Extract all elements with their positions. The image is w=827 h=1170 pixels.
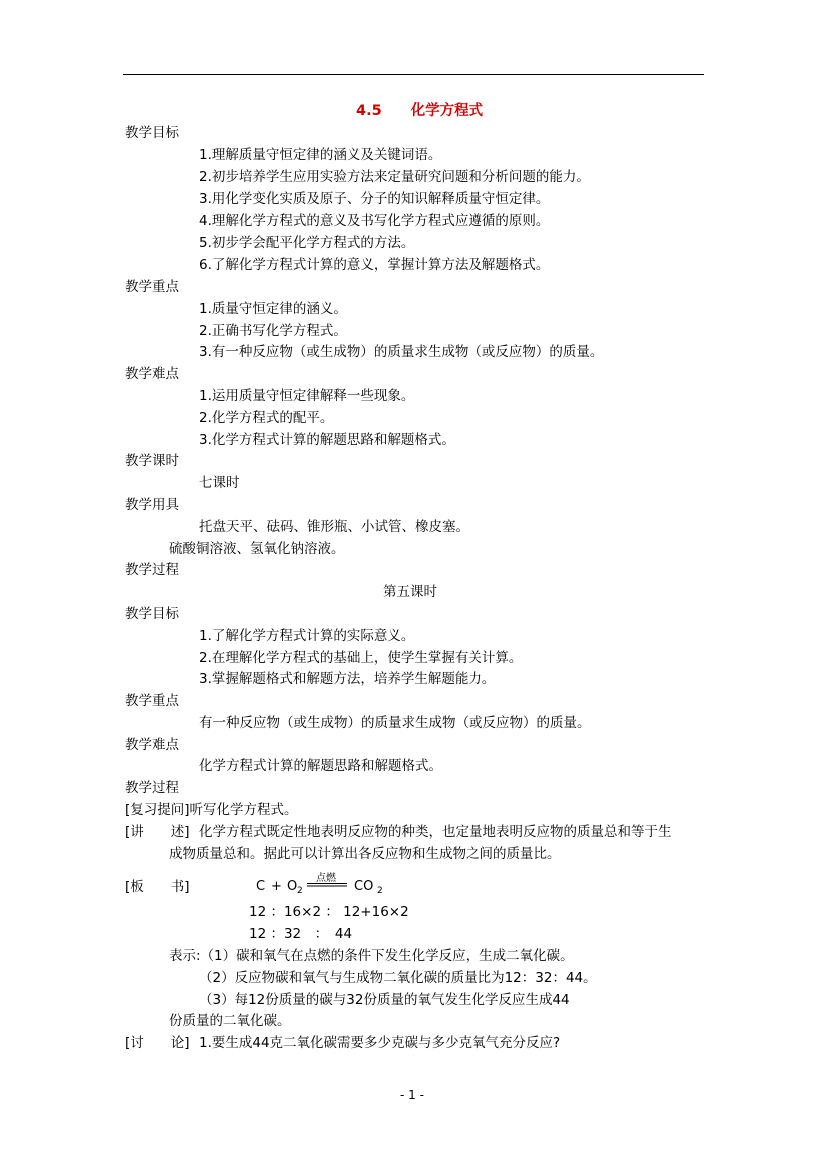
- key-point-item: 3.有一种反应物（或生成物）的质量求生成物（或反应物）的质量。: [199, 344, 604, 360]
- objective-item: 3.掌握解题格式和解题方法，培养学生解题能力。: [199, 671, 496, 687]
- difficulty-item: 1.运用质量守恒定律解释一些现象。: [199, 388, 415, 404]
- heading-materials: 教学用具: [125, 497, 179, 513]
- equation-plus: +: [271, 879, 282, 894]
- objective-item: 1.了解化学方程式计算的实际意义。: [199, 628, 415, 644]
- difficulty-item: 2.化学方程式的配平。: [199, 410, 334, 426]
- equation-oxygen: O: [287, 879, 298, 894]
- lecture-line: 成物质量总和。据此可以计算出各反应物和生成物之间的质量比。: [169, 846, 561, 862]
- materials-line: 硫酸铜溶液、氢氧化钠溶液。: [169, 541, 345, 557]
- meaning-line: （2）反应物碳和氧气与生成物二氧化碳的质量比为12：32：44。: [199, 970, 597, 986]
- materials-line: 托盘天平、砝码、锥形瓶、小试管、橡皮塞。: [199, 519, 469, 535]
- objective-item: 2.初步培养学生应用实验方法来定量研究问题和分析问题的能力。: [199, 169, 590, 185]
- lecture-line: 化学方程式既定性地表明反应物的种类，也定量地表明反应物的质量总和等于生: [199, 824, 672, 840]
- lecture-tag: [讲 述]: [125, 824, 190, 840]
- key-point-item: 2.正确书写化学方程式。: [199, 323, 347, 339]
- objective-item: 4.理解化学方程式的意义及书写化学方程式应遵循的原则。: [199, 213, 550, 229]
- heading-process: 教学过程: [125, 562, 179, 578]
- heading-key-points-2: 教学重点: [125, 693, 179, 709]
- heading-objectives: 教学目标: [125, 125, 179, 141]
- heading-difficulties-2: 教学难点: [125, 737, 179, 753]
- header-rule: [123, 74, 704, 75]
- board-tag: [板 书]: [125, 879, 190, 895]
- class-hours-text: 七课时: [199, 475, 240, 491]
- review-line: [复习提问]听写化学方程式。: [125, 802, 298, 818]
- page-title: 4.5 化学方程式: [356, 103, 484, 119]
- objective-item: 2.在理解化学方程式的基础上，使学生掌握有关计算。: [199, 650, 523, 666]
- difficulty-text: 化学方程式计算的解题思路和解题格式。: [199, 758, 442, 774]
- mass-ratio-row: 12 ：32 ： 44: [249, 926, 353, 942]
- objective-item: 5.初步学会配平化学方程式的方法。: [199, 235, 415, 251]
- difficulty-item: 3.化学方程式计算的解题思路和解题格式。: [199, 432, 455, 448]
- meaning-line: 表示:（1）碳和氧气在点燃的条件下发生化学反应，生成二氧化碳。: [169, 948, 574, 964]
- equation-carbon: C: [256, 879, 266, 894]
- heading-objectives-2: 教学目标: [125, 606, 179, 622]
- discuss-tag: [讨 论]: [125, 1035, 190, 1051]
- heading-key-points: 教学重点: [125, 279, 179, 295]
- chemical-equation: [256, 872, 396, 898]
- mass-ratio-row: 12 ：16×2 ： 12+16×2: [249, 904, 409, 920]
- page-number: - 1 -: [400, 1088, 424, 1102]
- discuss-text: 1.要生成44克二氧化碳需要多少克碳与多少克氧气充分反应?: [199, 1035, 561, 1051]
- objective-item: 6.了解化学方程式计算的意义，掌握计算方法及解题格式。: [199, 257, 550, 273]
- meaning-line: （3）每12份质量的碳与32份质量的氧气发生化学反应生成44: [199, 992, 570, 1008]
- lesson-heading: 第五课时: [383, 584, 437, 600]
- equation-oxygen-sub: 2: [297, 886, 303, 896]
- objective-item: 3.用化学变化实质及原子、分子的知识解释质量守恒定律。: [199, 191, 550, 207]
- objective-item: 1.理解质量守恒定律的涵义及关键词语。: [199, 147, 442, 163]
- heading-process-2: 教学过程: [125, 780, 179, 796]
- key-point-item: 1.质量守恒定律的涵义。: [199, 301, 347, 317]
- heading-class-hours: 教学课时: [125, 453, 179, 469]
- equation-co-sub: 2: [377, 886, 383, 896]
- meaning-line: 份质量的二氧化碳。: [169, 1013, 291, 1029]
- equation-co: CO: [354, 879, 374, 894]
- equation-condition: 点燃: [316, 873, 336, 884]
- heading-difficulties: 教学难点: [125, 366, 179, 382]
- key-point-text: 有一种反应物（或生成物）的质量求生成物（或反应物）的质量。: [199, 715, 591, 731]
